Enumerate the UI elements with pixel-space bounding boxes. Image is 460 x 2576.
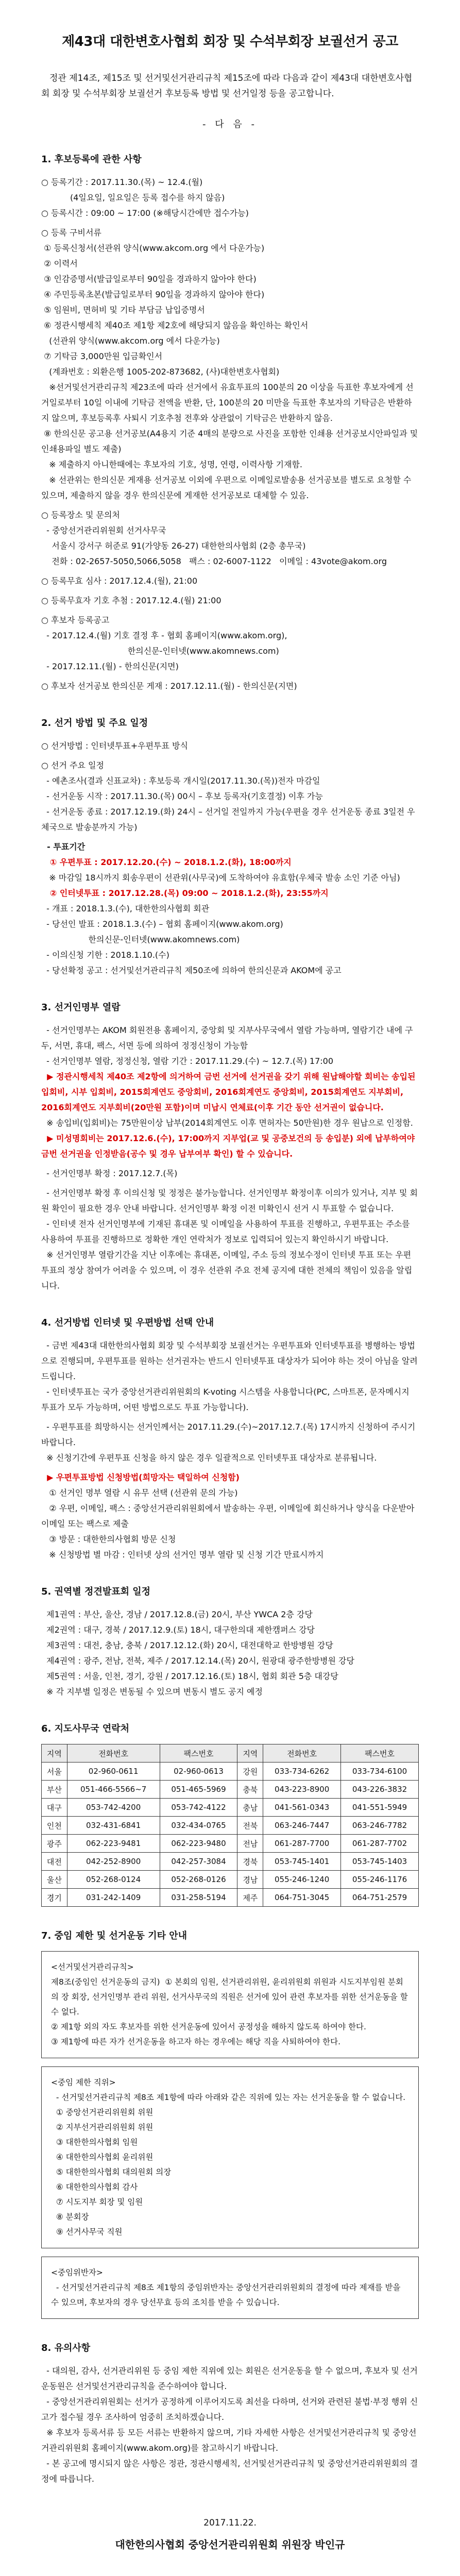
notice-line: ○ 후보자 선거공보 한의신문 게재 : 2017.12.11.(월) - 한의신문(지면) [41,681,297,691]
spacer [41,835,419,839]
notice-line: 제1권역 : 부산, 울산, 경남 / 2017.12.8.(금) 20시, 부산 YWCA 2층 강당 [41,1609,313,1619]
region-cell: 대전 [42,1853,67,1871]
notice-line: - 이의신청 기한 : 2018.1.10.(수) [41,950,169,960]
section-1-title: 1. 후보등록에 관한 사항 [41,154,142,165]
notice-line: 한의신문-인터넷(www.akomnews.com) [41,935,240,944]
notice-line: ※ 선관위는 한의신문 게재용 선거공보 이외에 우편으로 이메일로발송용 선거공보를 별도로 요청할 수 있으며, 제출하지 않을 경우 한의신문에 게재한 선거공보로 대체할 수 있음. [41,475,414,500]
fax-cell: 053-742-4122 [160,1799,237,1817]
notice-line: ※ 송입비(입회비)는 75만원이상 납부(2014회계연도 이후 면허자는 50만원)한 경우 원납으로 인정함. [41,1118,413,1128]
notice-line: 제5권역 : 서울, 인천, 경기, 강원 / 2017.12.16.(토) 18시, 협회 회관 5층 대강당 [41,1671,338,1681]
notice-line: - 대의원, 감사, 선거관리위원 등 중임 제한 직위에 있는 회원은 선거운동을 할 수 없으며, 후보자 및 선거운동원은 선거및선거관리규칙을 준수하여야 합니다. [41,2366,418,2391]
notice-line: 전화 : 02-2657-5050,5066,5058 팩스 : 02-6007-1122 이메일 : 43vote@akom.org [41,556,387,566]
fax-cell: 061-287-7702 [341,1835,419,1853]
notice-line: - 중앙선거관리위원회는 선거가 공정하게 이루어지도록 최선을 다하며, 선거와 관련된 불법·부정 행위 신고가 접수될 경우 조사하여 엄중히 조치하겠습니다. [41,2397,418,2422]
phone-cell: 064-751-3045 [263,1889,341,1907]
phone-cell: 02-960-0611 [67,1762,160,1781]
notice-line: ※ 후보자 등록서류 등 모든 서류는 반환하지 않으며, 기타 자세한 사항은 선거및선거관리규칙 및 중앙선거관리위원회 홈페이지(www.akom.org)를 참고하시기 바랍니다. [41,2428,417,2453]
spacer [41,569,419,573]
phone-cell: 062-223-9481 [67,1835,160,1853]
notice-line: ③ 인감증명서(발급일로부터 90일을 경과하지 않아야 한다) [41,274,257,284]
notice-line: ※ 마감일 18시까지 회송우편이 선관위(사무국)에 도착하여야 유효함(우체국 발송 소인 기준 아님) [41,873,400,883]
phone-cell: 032-431-6841 [67,1817,160,1835]
notice-line: - 투표기간 [41,842,86,852]
notice-line: ▶ 미성명회비는 2017.12.6.(수), 17:00까지 지부업(교 및 공중보건의 등 송입분) 외에 납부하여야 금번 선거권을 인정받음(공수 및 경우 납부여부 확인) 할 수 있습니다. [41,1133,418,1159]
notice-line: <중임 제한 직위> [51,2078,116,2087]
table-row [42,1853,419,1871]
contacts-table [41,1744,419,1907]
notice-line: ※ 제출하지 아니한때에는 후보자의 기호, 성명, 연령, 이력사항 기재함. [41,460,303,469]
notice-line: (선관위 양식(www.akcom.org 에서 다운가능) [41,336,220,346]
notice-line: (4일요일, 일요일은 등록 접수를 하지 않음) [41,193,225,202]
spacer [41,1466,419,1470]
intro-paragraph: 정관 제14조, 제15조 및 선거및선거관리규칙 제15조에 따라 다음과 같이 제43대 대한변호사협회 회장 및 수석부회장 보궐선거 후보등록 방법 및 선거일정 등을 공고합니다. [41,73,413,99]
table-row [42,1817,419,1835]
notice-line: ※선거및선거관리규칙 제23조에 따라 선거에서 유효투표의 100분의 20 이상을 득표한 후보자에게 선거일로부터 10일 이내에 기탁금 전액을 반환, 단, 100분의 20 미만을 득표한 후보자의 기탁금은 반환하지 않으며, 후보등록후 사퇴시 기호추첨 전후와 상관없이 기탁금은 반환하지 않음. [41,382,414,423]
notice-title: 제43대 대한변호사협회 회장 및 수석부회장 보궐선거 공고 [62,34,398,49]
notice-line: ⑦ 기탁금 3,000만원 입금확인서 [41,351,163,361]
contacts-table-body [42,1762,419,1907]
notice-line: 제4권역 : 광주, 전남, 전북, 제주 / 2017.12.14.(목) 20시, 원광대 광주한방병원 강당 [41,1656,354,1666]
fax-cell: 033-734-6100 [341,1762,419,1781]
notice-line: ○ 후보자 등록공고 [41,615,110,625]
spacer [41,589,419,593]
table-row [42,1781,419,1799]
notice-line: 제8조(중임인 선거운동의 금지) ① 본회의 임원, 선거관리위원, 윤리위원회 위원과 시도지부임원 분회의 장 회장, 선거인명부 관리 위원, 선거사무국의 직원은 선거에 있어 관련 후보자를 위한 선거운동을 할 수 없다. [51,1977,411,2016]
section-2-body [41,738,419,978]
notice-line: ※ 신청방법 별 마감 : 인터넷 상의 선거인 명부 열람 및 신청 기간 만료시까지 [41,1550,324,1560]
notice-line: ⑧ 분회장 [51,2212,89,2222]
phone-cell: 055-246-1240 [263,1871,341,1889]
notice-line: ③ 대한한의사협회 임원 [51,2138,138,2147]
notice-line: ※ 선거인명부 열람기간을 지난 이후에는 휴대폰, 이메일, 주소 등의 정보수정이 인터넷 투표 또는 우편투표의 정상 참여가 어려울 수 있으며, 이 경우 선관위 주요 전체 공지에 대한 전체의 책임이 있음을 알립니다. [41,1250,413,1291]
phone-cell: 043-223-8900 [263,1781,341,1799]
notice-line: ② 제1항 외의 자도 후보자를 위한 선거운동에 있어서 공정성을 해하지 않도록 하여야 한다. [51,2022,366,2031]
spacer [41,221,419,225]
notice-line: ① 우편투표 : 2017.12.20.(수) ~ 2018.1.2.(화), 18:00까지 [41,857,292,867]
notice-line: ④ 주민등록초본(발급일로부터 90일을 경과하지 않아야 한다) [41,290,265,299]
table-row [42,1835,419,1853]
region-cell: 제주 [237,1889,263,1907]
notice-line: ▶ 정관시행세칙 제40조 제2항에 의거하여 금번 선거에 선거권을 갖기 위해 원납해야할 회비는 송입된 입회비, 시부 입회비, 2015회계연도 중앙회비, 2016회계연도 중앙회비, 2015회계연도 지부회비, 2016회계연도 지부회비(20만원 포함)이며 미납시 연체료(이후 기간 동안 선거권이 없습니다. [41,1072,419,1112]
notice-line: - 2017.12.11.(월) - 한의신문(지면) [41,662,179,671]
fax-cell: 063-246-7782 [341,1817,419,1835]
col-header: 전화번호 [67,1744,160,1762]
phone-cell: 041-561-0343 [263,1799,341,1817]
section-6-title: 6. 지도사무국 연락처 [41,1723,129,1734]
notice-line: ③ 제1항에 따른 자가 선거운동을 하고자 하는 경우에는 해당 직을 사퇴하여야 한다. [51,2037,341,2046]
notice-line: ② 이력서 [41,259,78,268]
notice-line: - 2017.12.4.(월) 기호 결정 후 - 협회 홈페이지(www.akom.org), [41,631,287,640]
fax-cell: 043-226-3832 [341,1781,419,1799]
notice-line: <선거및선거관리규칙> [51,1962,134,1972]
notice-line: ② 우편, 이메일, 팩스 : 중앙선거관리위원회에서 발송하는 우편, 이메일에 회신하거나 양식을 다운받아 이메일 또는 팩스로 제출 [41,1503,417,1529]
notice-line: ⑦ 시도지부 회장 및 임원 [51,2197,143,2207]
section-5-body [41,1607,419,1700]
notice-line: ② 인터넷투표 : 2017.12.28.(목) 09:00 ~ 2018.1.2.(화), 23:55까지 [41,888,329,898]
spacer [41,754,419,758]
region-cell: 충남 [237,1799,263,1817]
regulation-box-3 [41,2257,419,2319]
fax-cell: 055-246-1176 [341,1871,419,1889]
notice-line: - 당선확정 공고 : 선거및선거관리규칙 제50조에 의하여 한의신문과 AKOM에 공고 [41,965,342,975]
region-cell: 광주 [42,1835,67,1853]
notice-line: - 선거인명부 확정 : 2017.12.7.(목) [41,1168,178,1178]
phone-cell: 033-734-6262 [263,1762,341,1781]
section-4-title: 4. 선거방법 인터넷 및 우편방법 선택 안내 [41,1317,214,1328]
section-2-title: 2. 선거 방법 및 주요 일정 [41,718,148,728]
fax-cell: 062-223-9480 [160,1835,237,1853]
notice-line: - 금번 제43대 대한한의사협회 회장 및 수석부회장 보궐선거는 우편투표와 인터넷투표를 병행하는 방법으로 진행되며, 우편투표를 원하는 선거권자는 반드시 인터넷투표 대상자가 되어야 하는 것이 아님을 알려드립니다. [41,1341,418,1381]
col-header: 팩스번호 [160,1744,237,1762]
notice-line: ○ 선거방법 : 인터넷투표+우편투표 방식 [41,741,188,751]
section-1-body [41,175,419,694]
section-8-body [41,2363,419,2487]
fax-cell: 052-268-0126 [160,1871,237,1889]
notice-line: ○ 등록 구비서류 [41,228,101,238]
da-eum-heading: - 다 음 - [202,119,258,130]
section-3-title: 3. 선거인명부 열람 [41,1002,121,1013]
section-8-title: 8. 유의사항 [41,2343,91,2353]
notice-line: ○ 선거 주요 일정 [41,760,104,770]
notice-line: - 선거인명부 확정 후 이의신청 및 정정은 불가능합니다. 선거인명부 확정이후 이의가 있거나, 지부 및 회원 확인이 필요한 경우 안내 바랍니다. 선거인명부 확정 이전 미확인시 선거 시 투표할 수 없습니다. [41,1188,418,1213]
region-cell: 서울 [42,1762,67,1781]
fax-cell: 031-258-5194 [160,1889,237,1907]
notice-line: ※ 신청기간에 우편투표 신청을 하지 않은 경우 일괄적으로 인터넷투표 대상자로 분류됩니다. [41,1453,377,1463]
region-cell: 울산 [42,1871,67,1889]
region-cell: 경남 [237,1871,263,1889]
phone-cell: 031-242-1409 [67,1889,160,1907]
region-cell: 경기 [42,1889,67,1907]
notice-line: - 선거운동 종료 : 2017.12.19.(화) 24시 – 선거일 전일까지 가능(우편을 경우 선거운동 종료 3일전 우체국으로 발송분까지 가능) [41,807,415,832]
notice-line: ⑨ 선거사무국 직원 [51,2227,123,2236]
notice-line: 제3권역 : 대전, 충남, 충북 / 2017.12.12.(화) 20시, 대전대학교 한방병원 강당 [41,1640,333,1650]
region-cell: 전남 [237,1835,263,1853]
table-row [42,1871,419,1889]
region-cell: 인천 [42,1817,67,1835]
notice-line: - 선거인명부 열람, 정정신청, 열람 기간 : 2017.11.29.(수) ~ 12.7.(목) 17:00 [41,1056,334,1066]
col-header: 팩스번호 [341,1744,419,1762]
phone-cell: 052-268-0124 [67,1871,160,1889]
notice-line: - 선거운동 시작 : 2017.11.30.(목) 00시 – 후보 등록자(기호결정) 이후 가능 [41,791,323,801]
phone-cell: 042-252-8900 [67,1853,160,1871]
table-row [42,1799,419,1817]
spacer [41,1181,419,1185]
region-cell: 경북 [237,1853,263,1871]
notice-line: - 인터넷 전자 선거인명부에 기재된 휴대폰 및 이메일을 사용하여 투표를 진행하고, 우편투표는 주소를 사용하여 투표를 진행하므로 정확한 개인 연락처가 정보로 입력되어 있는지 확인하시기 바랍니다. [41,1219,413,1244]
notice-line: - 당선인 발표 : 2018.1.3.(수) – 협회 홈페이지(www.akom.org) [41,919,283,929]
notice-line: ③ 방문 : 대한한의사협회 방문 신청 [41,1534,176,1544]
notice-line: ○ 등록기간 : 2017.11.30.(목) ~ 12.4.(월) [41,177,203,187]
table-row [42,1762,419,1781]
notice-line: - 개표 : 2018.1.3.(수), 대한한의사협회 회관 [41,904,210,913]
section-3-body [41,1023,419,1294]
notice-line: ※ 각 지부별 일정은 변동될 수 있으며 변동시 별도 공지 예정 [41,1687,263,1697]
fax-cell: 051-465-5969 [160,1781,237,1799]
fax-cell: 042-257-3084 [160,1853,237,1871]
notice-line: ⑥ 대한한의사협회 감사 [51,2182,138,2192]
fax-cell: 041-551-5949 [341,1799,419,1817]
region-cell: 충북 [237,1781,263,1799]
notice-line: ① 중앙선거관리위원회 위원 [51,2108,154,2117]
notice-line: ④ 대한한의사협회 윤리위원 [51,2153,154,2162]
notice-line: - 인터넷투표는 국가 중앙선거관리위원회의 K-voting 시스템을 사용합니다(PC, 스마트폰, 문자메시지 투표가 모두 가능하며, 어떤 방법으로도 투표 가능합니다). [41,1387,412,1412]
fax-cell: 053-745-1403 [341,1853,419,1871]
notice-line: - 중앙선거관리위원회 선거사무국 [41,526,166,535]
fax-cell: 02-960-0613 [160,1762,237,1781]
regulation-box-1 [41,1951,419,2058]
notice-line: - 본 공고에 명시되지 않은 사항은 정관, 정관시행세칙, 선거및선거관리규칙 및 중앙선거관리위원회의 결정에 따릅니다. [41,2459,418,2484]
notice-line: 한의신문-인터넷(www.akomnews.com) [41,646,279,656]
spacer [41,674,419,679]
notice-date: 2017.11.22. [203,2518,257,2528]
fax-cell: 032-434-0765 [160,1817,237,1835]
region-cell: 대구 [42,1799,67,1817]
notice-signer: 대한한의사협회 중앙선거관리위원회 위원장 박인규 [115,2538,345,2551]
notice-line: - 선거및선거관리규칙 제8조 제1항의 중임위반자는 중앙선거관리위원회의 결정에 따라 제재를 받을 수 있으며, 후보자의 경우 당선무효 등의 조치를 받을 수 있습니다. [51,2283,403,2307]
phone-cell: 063-246-7447 [263,1817,341,1835]
notice-line: - 선거및선거관리규칙 제8조 제1항에 따라 아래와 같은 직위에 있는 자는 선거운동을 할 수 없습니다. [51,2093,406,2102]
spacer [41,608,419,613]
col-header: 지역 [237,1744,263,1762]
section-5-title: 5. 권역별 정견발표회 일정 [41,1586,151,1597]
notice-line: (계좌번호 : 외환은행 1005-202-873682, (사)대한변호사협회) [41,367,280,377]
notice-line: 서울시 강서구 허준로 91(가양동 26-27) 대한한의사협회 (2층 총무국) [41,541,306,551]
table-row [42,1889,419,1907]
spacer [41,1415,419,1419]
notice-line: ⑤ 임원비, 면허비 및 기타 부담금 납입증명서 [41,305,205,315]
phone-cell: 061-287-7700 [263,1835,341,1853]
notice-line: ▶ 우편투표방법 신청방법(희망자는 택일하여 신청함) [41,1472,240,1482]
notice-line: 제2권역 : 대구, 경북 / 2017.12.9.(토) 18시, 대구한의대 제한캠퍼스 강당 [41,1625,315,1635]
region-cell: 부산 [42,1781,67,1799]
section-7-title: 7. 중임 제한 및 선거운동 기타 안내 [41,1930,188,1941]
notice-line: ○ 등록무효자 기호 추첨 : 2017.12.4.(월) 21:00 [41,596,222,605]
notice-line: ⑧ 한의신문 공고용 선거공보(A4용지 기준 4매의 분량으로 사진을 포함한 인쇄용 선거공보시안파일과 및 인쇄용파일 별도 제출) [41,429,421,454]
notice-line: ○ 등록시간 : 09:00 ~ 17:00 (※해당시간에만 접수가능) [41,208,249,218]
fax-cell: 064-751-2579 [341,1889,419,1907]
col-header: 전화번호 [263,1744,341,1762]
spacer [41,503,419,507]
notice-line: ① 선거인 명부 열람 시 유무 선택 (선관위 문의 가능) [41,1488,238,1498]
notice-line: ② 지부선거관리위원회 위원 [51,2123,154,2132]
phone-cell: 053-745-1401 [263,1853,341,1871]
section-4-body [41,1338,419,1563]
notice-line: ⑥ 정관시행세칙 제40조 제1항 제2호에 해당되지 않음을 확인하는 확인서 [41,320,309,330]
phone-cell: 053-742-4200 [67,1799,160,1817]
contacts-header-row [42,1744,419,1762]
notice-line: <중임위반자> [51,2268,103,2277]
region-cell: 강원 [237,1762,263,1781]
notice-line: ○ 등록무효 심사 : 2017.12.4.(월), 21:00 [41,576,198,586]
notice-line: ⑤ 대한한의사협회 대의원회 의장 [51,2167,172,2177]
region-cell: 전북 [237,1817,263,1835]
phone-cell: 051-466-5566~7 [67,1781,160,1799]
regulation-box-2 [41,2066,419,2248]
col-header: 지역 [42,1744,67,1762]
notice-line: ① 등록신청서(선관위 양식(www.akcom.org 에서 다운가능) [41,243,265,253]
notice-line: ○ 등록장소 및 문의처 [41,510,120,520]
notice-line: - 우편투표를 희망하시는 선거인께서는 2017.11.29.(수)~2017.12.7.(목) 17시까지 신청하여 주시기 바랍니다. [41,1422,418,1447]
spacer [41,1162,419,1166]
notice-line: - 선거인명부는 AKOM 회원전용 홈페이지, 중앙회 및 지부사무국에서 열람 가능하며, 열람기간 내에 구두, 서면, 휴대, 팩스, 서면 등에 의하여 정정신청이 가능함 [41,1025,413,1050]
notice-line: - 예촌조사(결과 신표교차) : 후보등록 개시일(2017.11.30.(목))전자 마감일 [41,776,320,786]
